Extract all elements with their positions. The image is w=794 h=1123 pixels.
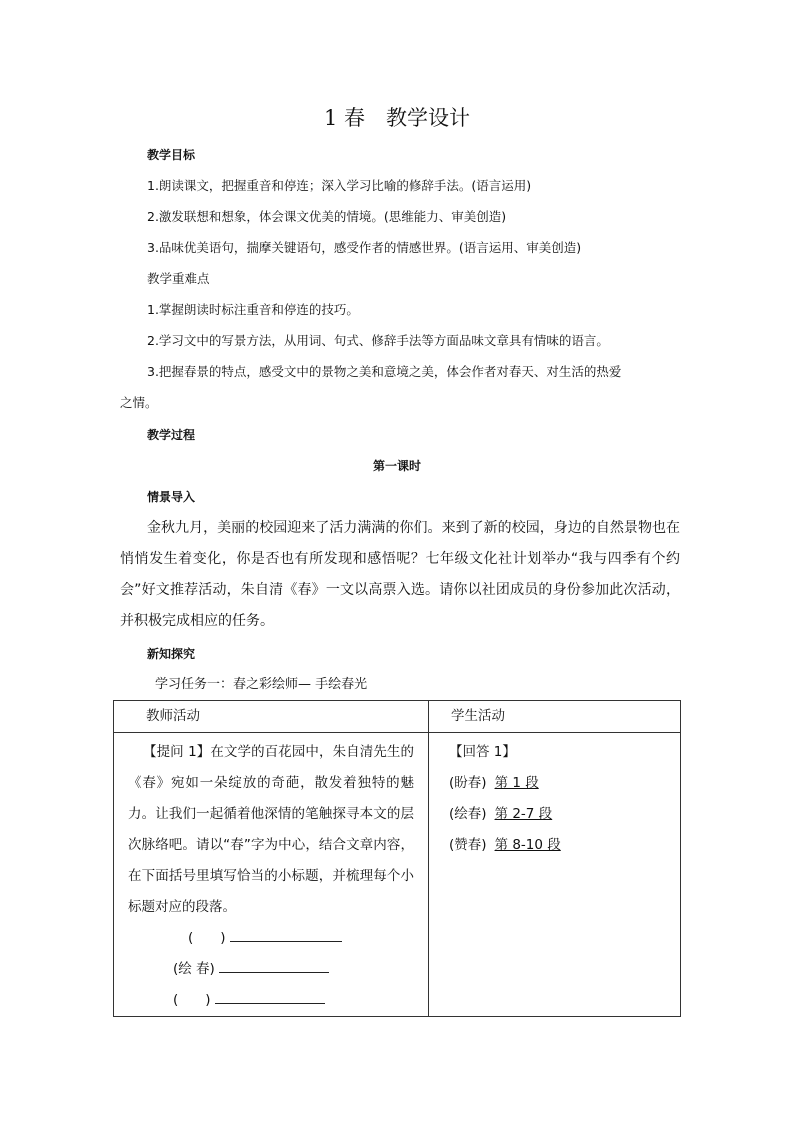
- activity-table: [113, 700, 681, 1017]
- intro-heading: 情景导入: [147, 490, 196, 504]
- goal-item-2: 2.激发联想和想象，体会课文优美的情境。(思维能力、审美创造): [147, 209, 507, 224]
- goal-item-1: 1.朗读课文，把握重音和停连；深入学习比喻的修辞手法。(语言运用): [147, 178, 532, 193]
- blank-line-1: [230, 927, 342, 942]
- table-header-row: [114, 701, 681, 733]
- student-activity-cell: [429, 733, 681, 1017]
- answer-item: [449, 799, 680, 830]
- blank-row-2: [128, 954, 414, 985]
- keypoint-item-3-cont: 之情。: [120, 395, 158, 410]
- process-heading: 教学过程: [147, 428, 196, 442]
- answer-label: (绘春): [449, 806, 487, 822]
- table-row: [114, 733, 681, 1017]
- answer-value: 第 2-7 段: [494, 806, 553, 822]
- task-title: 学习任务一：春之彩绘师— 手绘春光: [155, 677, 368, 692]
- document-title: 1 春 教学设计: [323, 106, 471, 130]
- blank-line-2: [219, 958, 329, 973]
- keypoint-item-1: 1.掌握朗读时标注重音和停连的技巧。: [147, 302, 359, 317]
- blank-label-1: ( ): [188, 930, 226, 946]
- teacher-column-header: 教师活动: [114, 701, 429, 733]
- teacher-activity-cell: [114, 733, 429, 1017]
- goal-item-3: 3.品味优美语句，揣摩关键语句，感受作者的情感世界。(语言运用、审美创造): [147, 240, 582, 255]
- answer-value: 第 1 段: [494, 775, 539, 791]
- answer-heading: 【回答 1】: [449, 744, 516, 760]
- keypoint-item-3: 3.把握春景的特点，感受文中的景物之美和意境之美，体会作者对春天、对生活的热爱: [147, 364, 622, 379]
- blank-label-3: ( ): [173, 992, 211, 1008]
- answer-value: 第 8-10 段: [494, 837, 561, 853]
- answer-item: [449, 768, 680, 799]
- answer-item: [449, 830, 680, 861]
- answer-label: (盼春): [449, 775, 487, 791]
- keypoints-heading: 教学重难点: [147, 271, 210, 286]
- blank-row-3: [128, 985, 414, 1016]
- lesson-title: 第一课时: [372, 459, 421, 473]
- blank-line-3: [215, 989, 325, 1004]
- question-text: 【提问 1】在文学的百花园中，朱自清先生的《春》宛如一朵绽放的奇葩，散发着独特的魅力。让我们一起循着他深情的笔触探寻本文的层次脉络吧。请以“春”字为中心，结合文章内容，在下面括号里填写恰当的小标题，并梳理每个小标题对应的段落。: [128, 744, 414, 915]
- answer-label: (赞春): [449, 837, 487, 853]
- explore-heading: 新知探究: [147, 647, 196, 661]
- intro-paragraph: 金秋九月，美丽的校园迎来了活力满满的你们。来到了新的校园，身边的自然景物也在悄悄发生着变化，你是否也有所发现和感悟呢？七年级文化社计划举办“我与四季有个约会”好文推荐活动，朱自清《春》一文以高票入选。请你以社团成员的身份参加此次活动，并积极完成相应的任务。: [120, 520, 680, 629]
- student-column-header: 学生活动: [429, 701, 681, 733]
- blank-label-2: (绘 春): [173, 961, 215, 977]
- blank-row-1: [128, 923, 414, 954]
- keypoint-item-2: 2.学习文中的写景方法，从用词、句式、修辞手法等方面品味文章具有情味的语言。: [147, 333, 609, 348]
- goals-heading: 教学目标: [147, 148, 196, 162]
